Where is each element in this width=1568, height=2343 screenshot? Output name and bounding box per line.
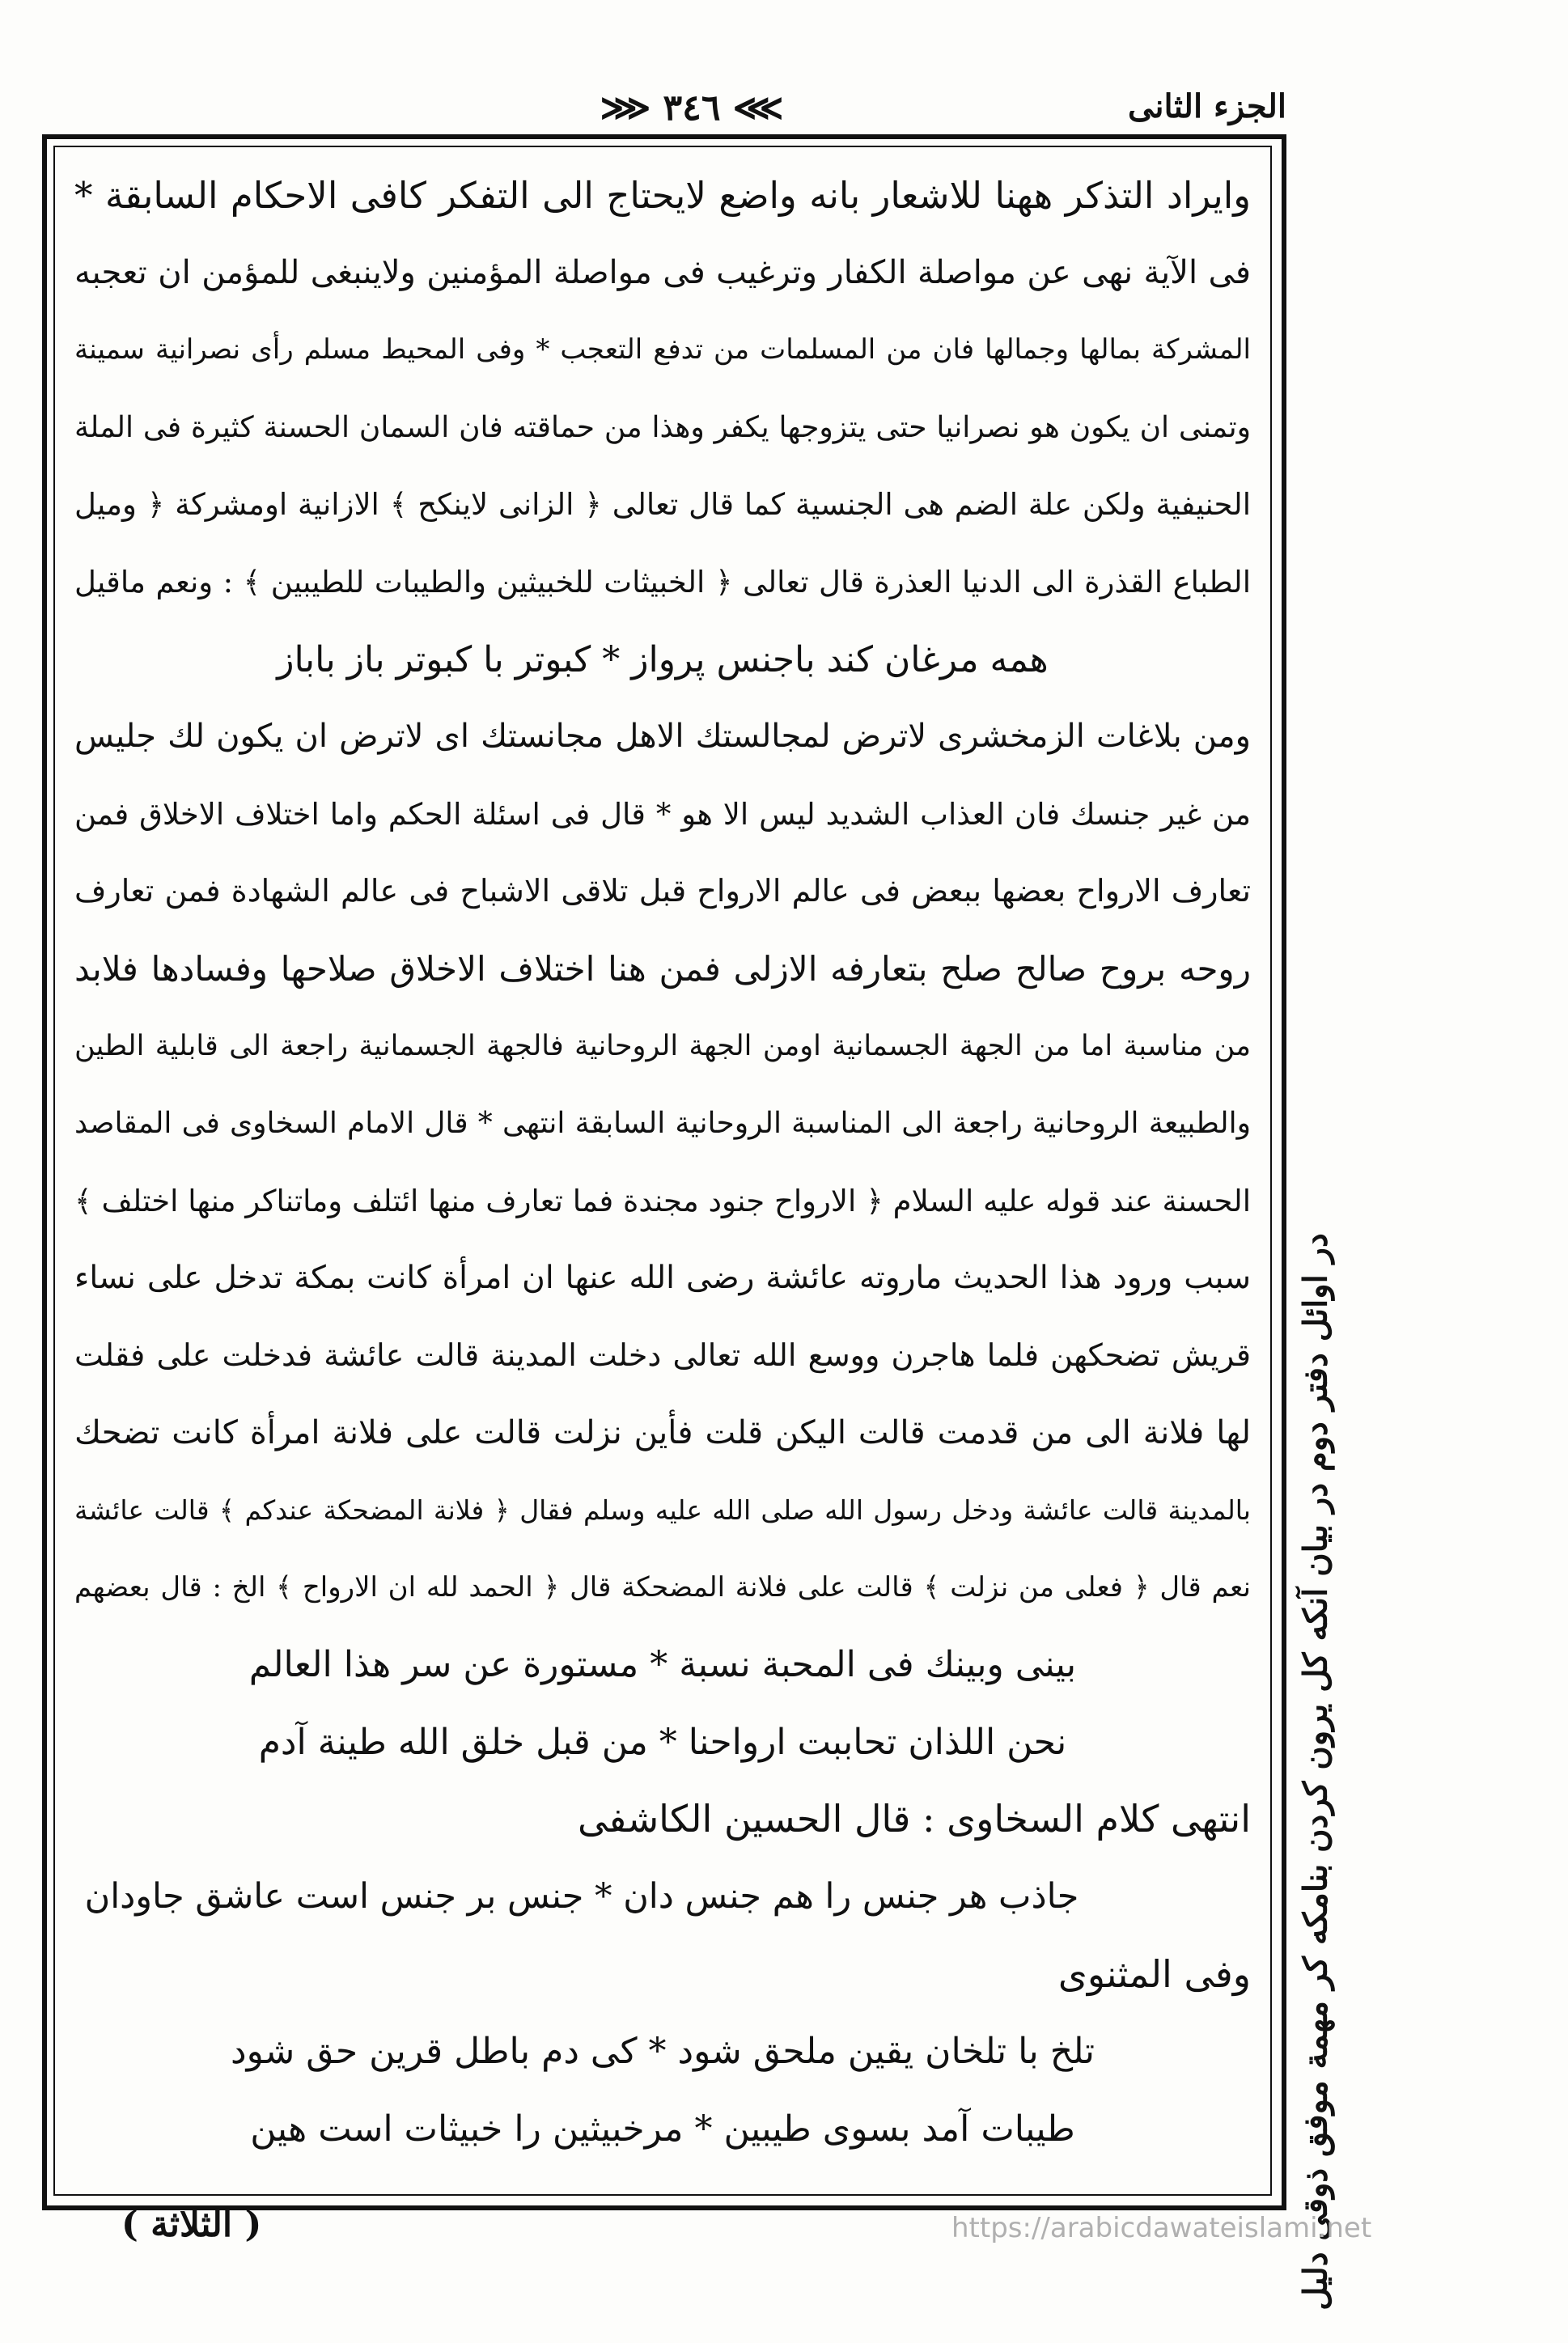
ornament-left-icon: ⋙ [732, 87, 784, 129]
text-line: بالمدينة قالت عائشة ودخل رسول الله صلى الله عليه وسلم فقال ﴿ فلانة المضحكة عندكم ﴾ قالت عائشة [74, 1494, 1251, 1527]
watermark: https://arabicdawateislami.net [951, 2212, 1372, 2244]
text-line: وتمنى ان يكون هو نصرانيا حتى يتزوجها يكفر وهذا من حماقته فان السمان الحسنة كثيرة فى الملة [74, 410, 1251, 444]
text-line: الحنيفية ولكن علة الضم هى الجنسية كما قال تعالى ﴿ الزانى لاينكح ﴾ الازانية اومشركة ﴿ وميل [74, 487, 1251, 523]
text-line: المشركة بمالها وجمالها فان من المسلمات من تدفع التعجب * وفى المحيط مسلم رأى نصرانية سمينة [74, 333, 1251, 366]
text-line: من غير جنسك فان العذاب الشديد ليس الا هو * قال فى اسئلة الحكم واما اختلاف الاخلاق فمن [74, 796, 1251, 832]
ornament-right-icon: ⋘ [600, 87, 651, 129]
text-line: بينى وبينك فى المحبة نسبة * مستورة عن سر هذا العالم [248, 1644, 1077, 1686]
text-line: تعارف الارواح بعضها ببعض فى عالم الارواح قبل تلاقى الاشباح فى عالم الشهادة فمن تعارف [74, 873, 1251, 909]
text-line: انتهى كلام السخاوى : قال الحسين الكاشفى [577, 1797, 1251, 1841]
text-line [74, 2167, 1251, 2180]
text-line: روحه بروح صالح صلح بتعارفه الازلى فمن هنا اختلاف الاخلاق صلاحها وفسادها فلابد [74, 948, 1251, 989]
text-line: فى الآية نهى عن مواصلة الكفار وترغيب فى مواصلة المؤمنين ولاينبغى للمؤمن ان تعجبه [74, 253, 1251, 291]
text-line: نحن اللذان تحاببت ارواحنا * من قبل خلق الله طينة آدم [258, 1721, 1067, 1763]
text-line: وايراد التذكر ههنا للاشعار بانه واضع لايحتاج الى التفكر كافى الاحكام السابقة * [74, 174, 1251, 217]
text-line: سبب ورود هذا الحديث ماروته عائشة رضى الله عنها ان امرأة كانت بمكة تدخل على نساء [74, 1260, 1251, 1297]
text-line: طيبات آمد بسوى طيبين * مرخبيثين را خبيثات است هين [250, 2108, 1075, 2150]
text-line: الطباع القذرة الى الدنيا العذرة قال تعالى ﴿ الخبيثات للخبيثين والطيبات للطيبين ﴾ : ونعم ماقيل [74, 564, 1251, 600]
page-number: ۳٤٦ [663, 87, 721, 129]
catchword: ( الثلاثة ) [121, 2204, 262, 2245]
margin-note-text: در اوائل دفتر دوم در بيان آنكه كل يرون كردن بنامكه كر مهمة موفق ذوقى دليل [1296, 1233, 1335, 2311]
text-line: ومن بلاغات الزمخشرى لاترض لمجالستك الاهل مجانستك اى لاترض ان يكون لك جليس [74, 718, 1251, 756]
text-line: تلخ با تلخان يقين ملحق شود * كى دم باطل قرين حق شود [231, 2031, 1095, 2073]
text-line: جاذب هر جنس را هم جنس دان * جنس بر جنس است عاشق جاودان [84, 1876, 1079, 1917]
text-line: لها فلانة الى من قدمت قالت اليكن قلت فأين نزلت قالت على فلانة امرأة كانت تضحك [74, 1413, 1251, 1451]
text-line: الحسنة عند قوله عليه السلام ﴿ الارواح جنود مجندة فما تعارف منها ائتلف وماتناكر منها اختلف ﴾ [74, 1183, 1251, 1218]
text-line: همه مرغان كند باجنس پرواز * كبوتر با كبوتر باز باباز [277, 638, 1049, 680]
page-number-block [600, 87, 784, 129]
text-line: قريش تضحكهن فلما هاجرن ووسع الله تعالى دخلت المدينة قالت عائشة فدخلت على فقلت [74, 1337, 1251, 1373]
text-body [74, 157, 1251, 2180]
margin-note [1291, 1233, 1340, 2311]
text-line: والطبيعة الروحانية راجعة الى المناسبة الروحانية السابقة انتهى * قال الامام السخاوى فى المقاصد [74, 1107, 1251, 1141]
text-line: وفى المثنوى [1057, 1951, 1251, 1996]
text-line: نعم قال ﴿ فعلى من نزلت ﴾ قالت على فلانة المضحكة قال ﴿ الحمد لله ان الارواح ﴾ الخ : قال بعضهم [74, 1570, 1251, 1604]
part-title: الجزء الثانى [1128, 87, 1286, 125]
text-line: من مناسبة اما من الجهة الجسمانية اومن الجهة الروحانية فالجهة الجسمانية راجعة الى قابلية الطين [74, 1029, 1251, 1062]
